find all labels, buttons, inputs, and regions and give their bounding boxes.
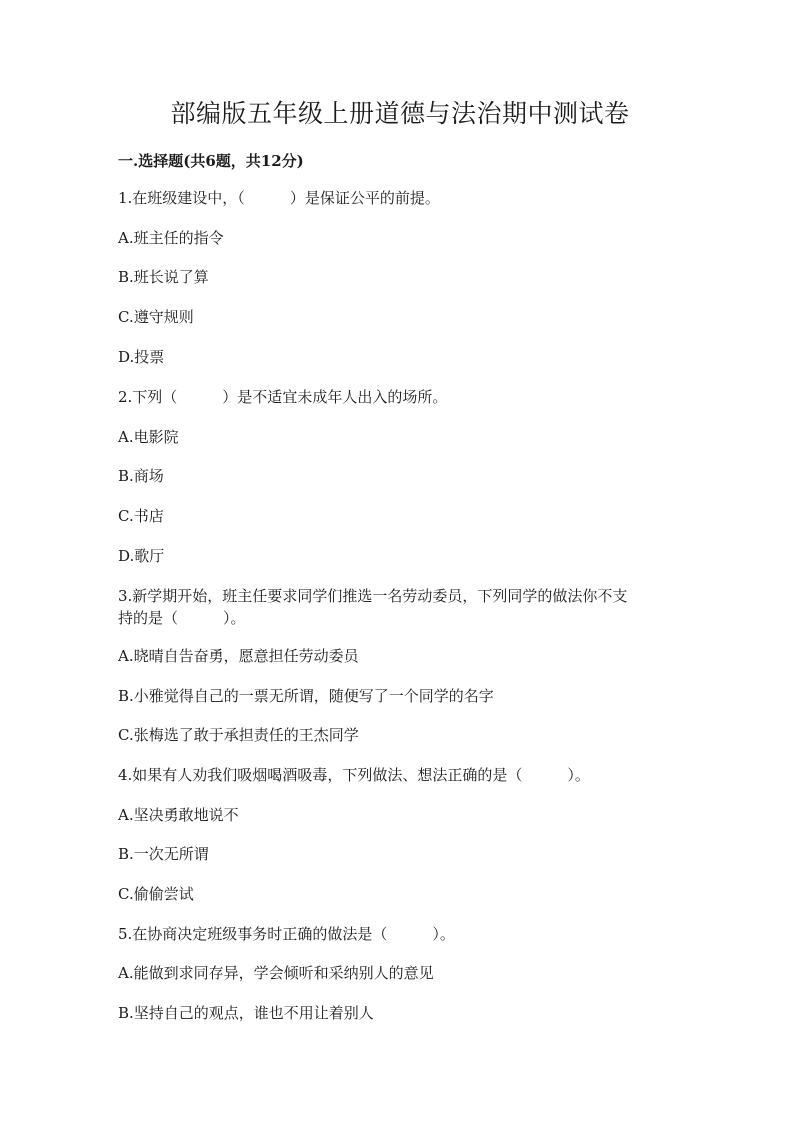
question-1-option-b: B.班长说了算 <box>118 268 209 286</box>
question-4-option-b: B.一次无所谓 <box>118 845 209 863</box>
question-3-option-b: B.小雅觉得自己的一票无所谓，随便写了一个同学的名字 <box>118 687 494 705</box>
question-4-option-c: C.偷偷尝试 <box>118 885 194 903</box>
question-3-option-a: A.晓晴自告奋勇，愿意担任劳动委员 <box>118 647 359 665</box>
question-4-option-a: A.坚决勇敢地说不 <box>118 806 239 824</box>
question-3-option-c: C.张梅选了敢于承担责任的王杰同学 <box>118 726 359 744</box>
question-5-stem: 5.在协商决定班级事务时正确的做法是（ ）。 <box>118 925 455 943</box>
question-2-option-d: D.歌厅 <box>118 547 165 565</box>
question-1-stem: 1.在班级建设中，（ ）是保证公平的前提。 <box>118 189 440 207</box>
question-1-option-c: C.遵守规则 <box>118 308 194 326</box>
question-2-stem: 2.下列（ ）是不适宜未成年人出入的场所。 <box>118 388 448 406</box>
question-3-stem-line-1: 3.新学期开始，班主任要求同学们推选一名劳动委员，下列同学的做法你不支 <box>118 587 628 605</box>
question-5-option-b: B.坚持自己的观点，谁也不用让着别人 <box>118 1004 374 1022</box>
question-3-stem-line-2: 持的是（ ）。 <box>118 609 246 627</box>
section-heading: 一.选择题(共6题，共12分) <box>118 152 304 170</box>
question-4-stem: 4.如果有人劝我们吸烟喝酒吸毒，下列做法、想法正确的是（ ）。 <box>118 766 590 784</box>
question-1-option-a: A.班主任的指令 <box>118 229 224 247</box>
question-2-option-c: C.书店 <box>118 507 164 525</box>
question-2-option-b: B.商场 <box>118 467 164 485</box>
question-1-option-d: D.投票 <box>118 348 165 366</box>
question-5-option-a: A.能做到求同存异，学会倾听和采纳别人的意见 <box>118 964 434 982</box>
page-title: 部编版五年级上册道德与法治期中测试卷 <box>170 99 630 128</box>
question-2-option-a: A.电影院 <box>118 428 179 446</box>
